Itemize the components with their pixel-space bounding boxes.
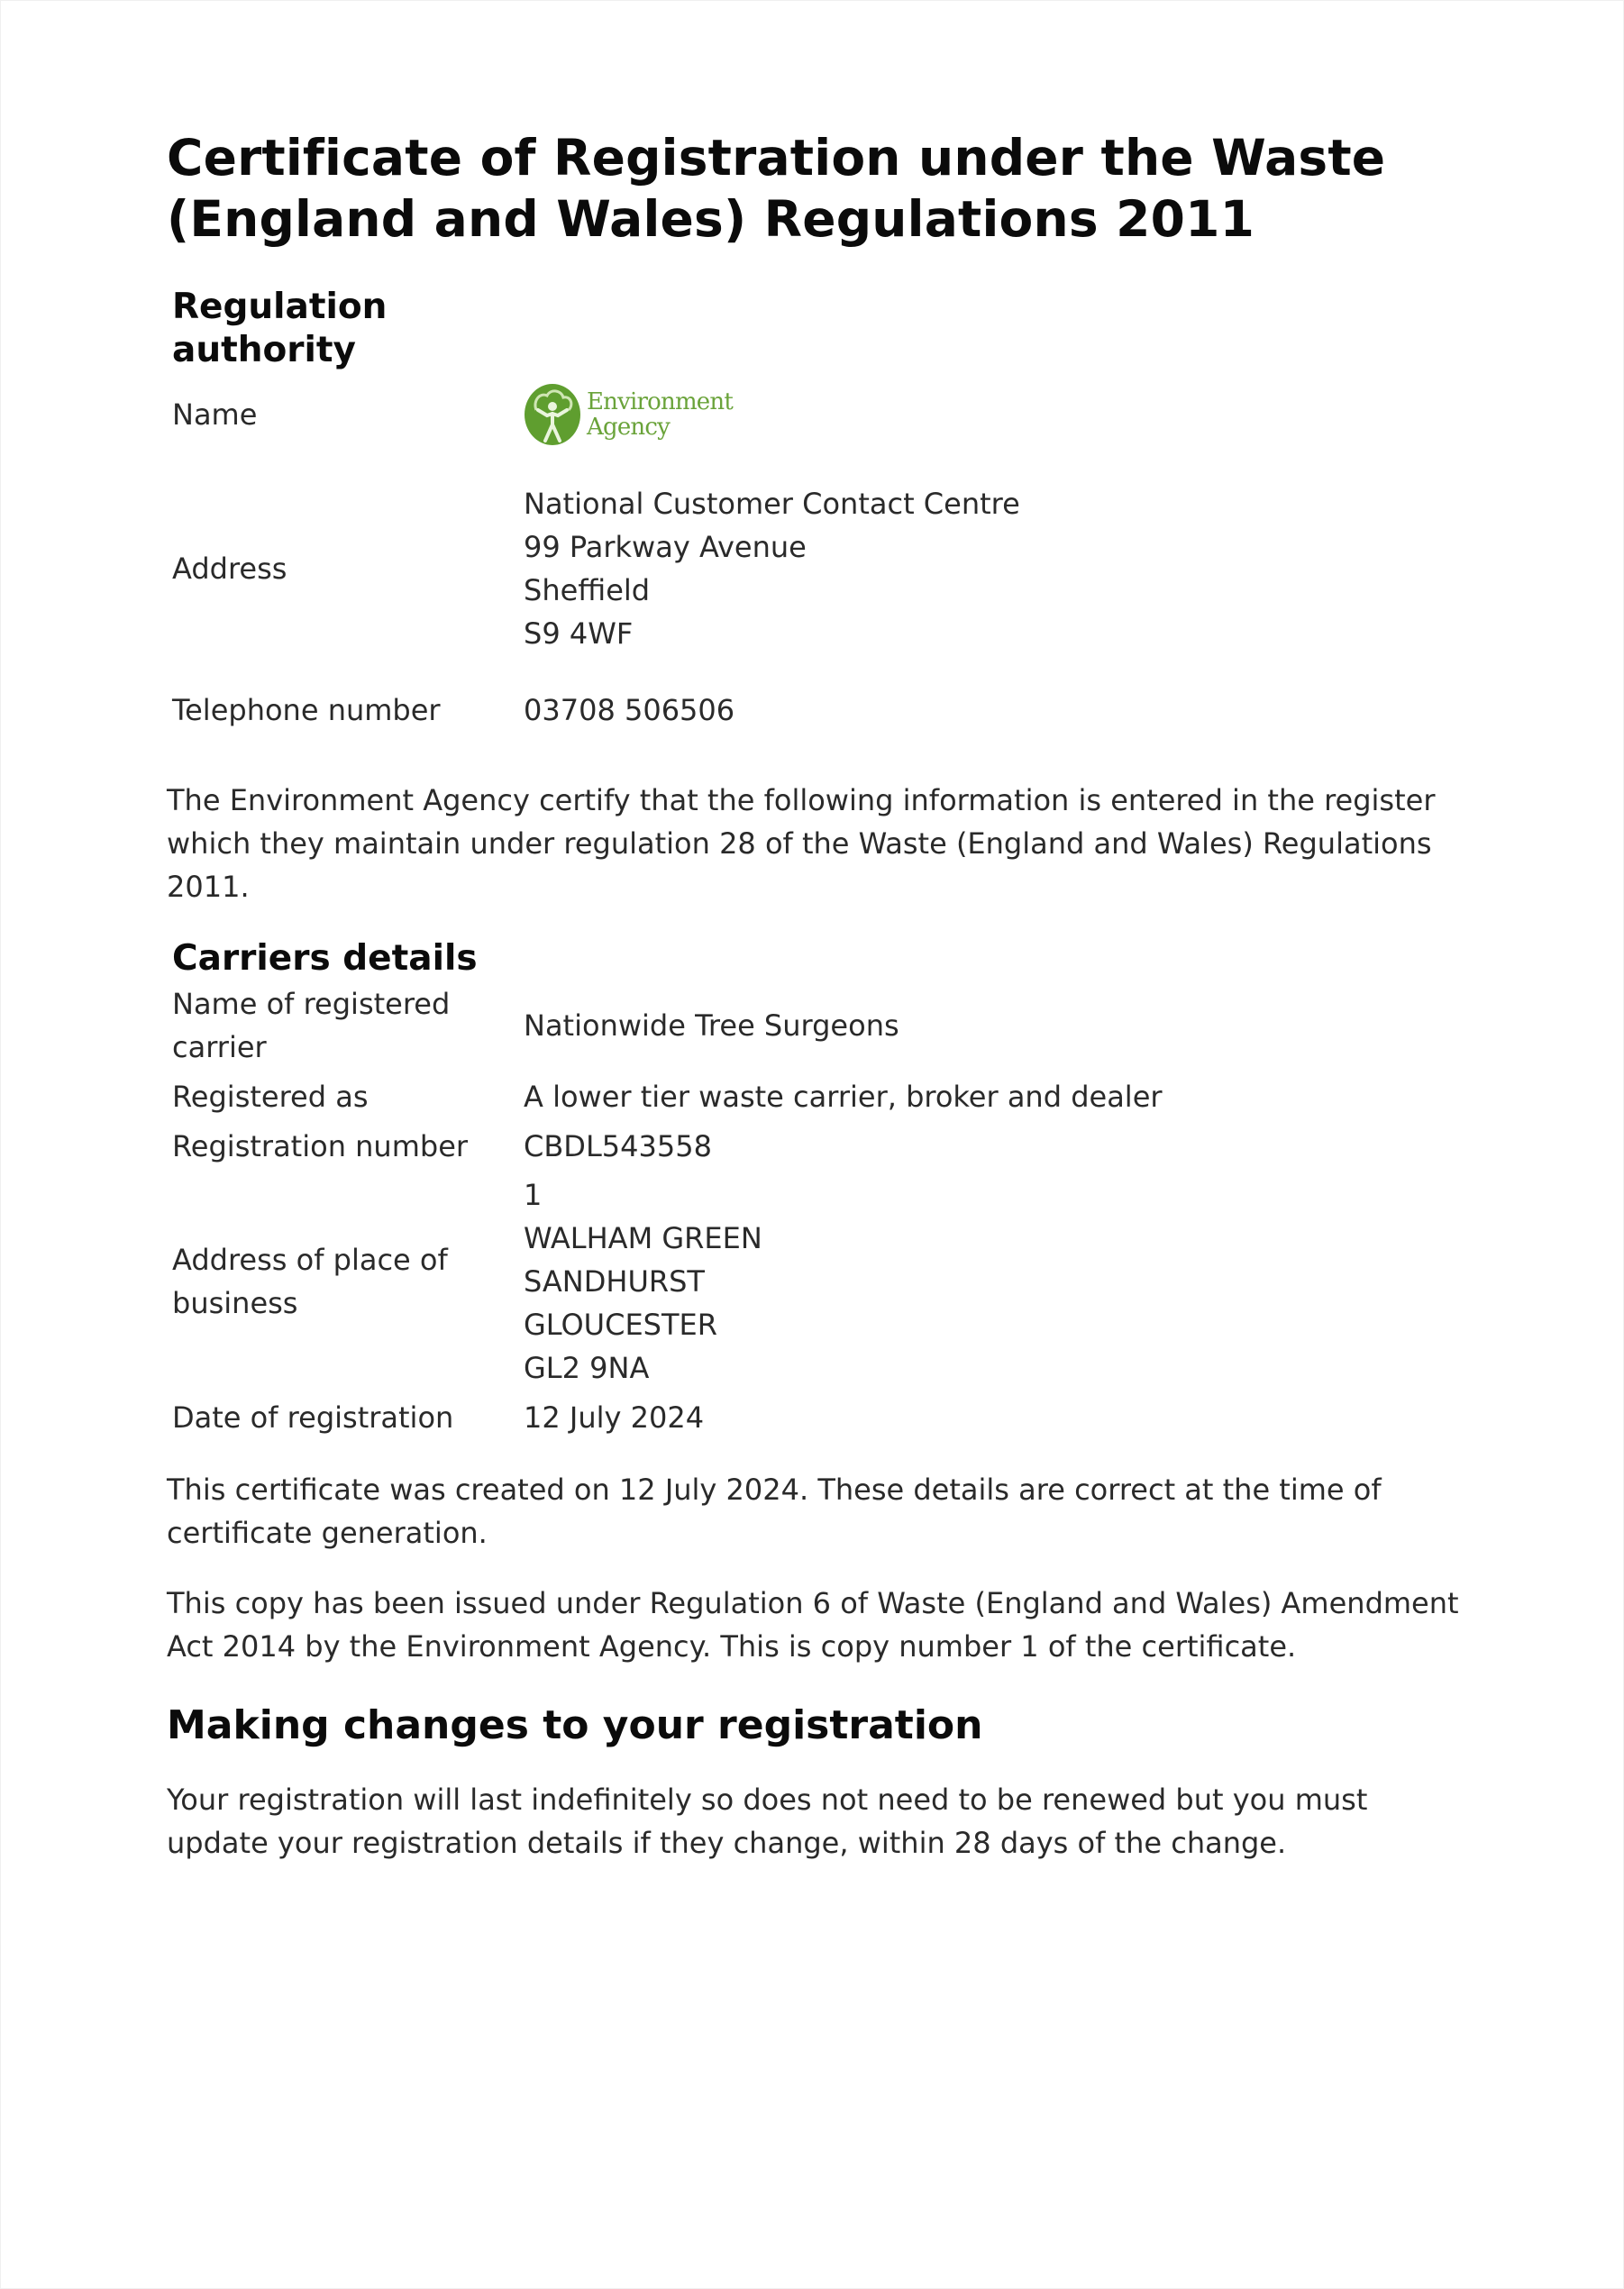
registration-number-row: [167, 1125, 1473, 1168]
business-address-label: [167, 1238, 524, 1325]
page-title: [167, 127, 1473, 250]
authority-name-value: [524, 383, 1473, 446]
created-statement: This certificate was created on 12 July 2024. These details are correct at the time of certificate generation.: [167, 1473, 1382, 1550]
business-address-line: 1: [524, 1178, 543, 1212]
address-line: Sheffield: [524, 573, 651, 607]
date-of-registration-row: [167, 1396, 1473, 1439]
business-address-line: GL2 9NA: [524, 1351, 650, 1385]
authority-telephone-row: [167, 689, 1473, 732]
certificate-content: [167, 127, 1473, 1865]
business-address-row: [167, 1173, 1473, 1390]
making-changes-heading: Making changes to your registration: [167, 1702, 983, 1748]
authority-address-label: Address: [172, 552, 287, 586]
regulation-authority-heading: [167, 286, 1473, 372]
registered-as-value: A lower tier waste carrier, broker and dealer: [524, 1080, 1163, 1114]
authority-name-row: [167, 374, 1473, 455]
logo-wordmark: [587, 389, 733, 440]
heading-line-1: Regulation: [172, 287, 388, 327]
logo-line-2: Agency: [587, 414, 671, 441]
certify-statement: The Environment Agency certify that the following information is entered in the register which they maintain under regulation 28 of the Waste (England and Wales) Regulations 2011.: [167, 783, 1436, 904]
label-line-2: business: [172, 1286, 298, 1320]
business-address-line: GLOUCESTER: [524, 1308, 717, 1342]
environment-agency-logo: [524, 383, 1473, 446]
address-line: 99 Parkway Avenue: [524, 530, 807, 564]
date-of-registration-value: 12 July 2024: [524, 1400, 705, 1435]
authority-name-label: Name: [172, 397, 258, 432]
making-changes-body: Your registration will last indefinitely so does not need to be renewed but you must update your registration details if they change, within 28 days of the change.: [167, 1783, 1368, 1860]
address-line: National Customer Contact Centre: [524, 487, 1020, 521]
carriers-details-heading: Carriers details: [172, 938, 478, 979]
label-line-1: Address of place of: [172, 1243, 448, 1277]
environment-agency-logo-icon: [524, 383, 581, 446]
telephone-value: 03708 506506: [524, 693, 735, 727]
heading-line-2: authority: [172, 330, 356, 370]
carrier-name-value: Nationwide Tree Surgeons: [524, 1008, 899, 1043]
label-line-1: Name of registered: [172, 987, 451, 1021]
carrier-name-label: [167, 982, 524, 1069]
business-address-value: [524, 1173, 1473, 1390]
label-line-2: carrier: [172, 1030, 267, 1064]
copy-statement: This copy has been issued under Regulation 6 of Waste (England and Wales) Amendment Act 2014 by the Environment Agency. This is copy number 1 of the certificate.: [167, 1586, 1459, 1664]
title-line-2: (England and Wales) Regulations 2011: [167, 190, 1255, 248]
business-address-line: WALHAM GREEN: [524, 1221, 762, 1255]
registered-as-label: Registered as: [172, 1080, 369, 1114]
address-line: S9 4WF: [524, 616, 634, 651]
date-of-registration-label: Date of registration: [172, 1400, 454, 1435]
registration-number-value: CBDL543558: [524, 1129, 712, 1163]
title-line-1: Certificate of Registration under the Waste: [167, 129, 1386, 187]
authority-address-value: [524, 482, 1473, 655]
registered-as-row: [167, 1075, 1473, 1118]
logo-line-1: Environment: [587, 388, 733, 415]
telephone-label: Telephone number: [172, 693, 441, 727]
registration-number-label: Registration number: [172, 1129, 469, 1163]
business-address-line: SANDHURST: [524, 1264, 705, 1299]
authority-address-row: [167, 482, 1473, 655]
carrier-name-row: [167, 982, 1473, 1069]
